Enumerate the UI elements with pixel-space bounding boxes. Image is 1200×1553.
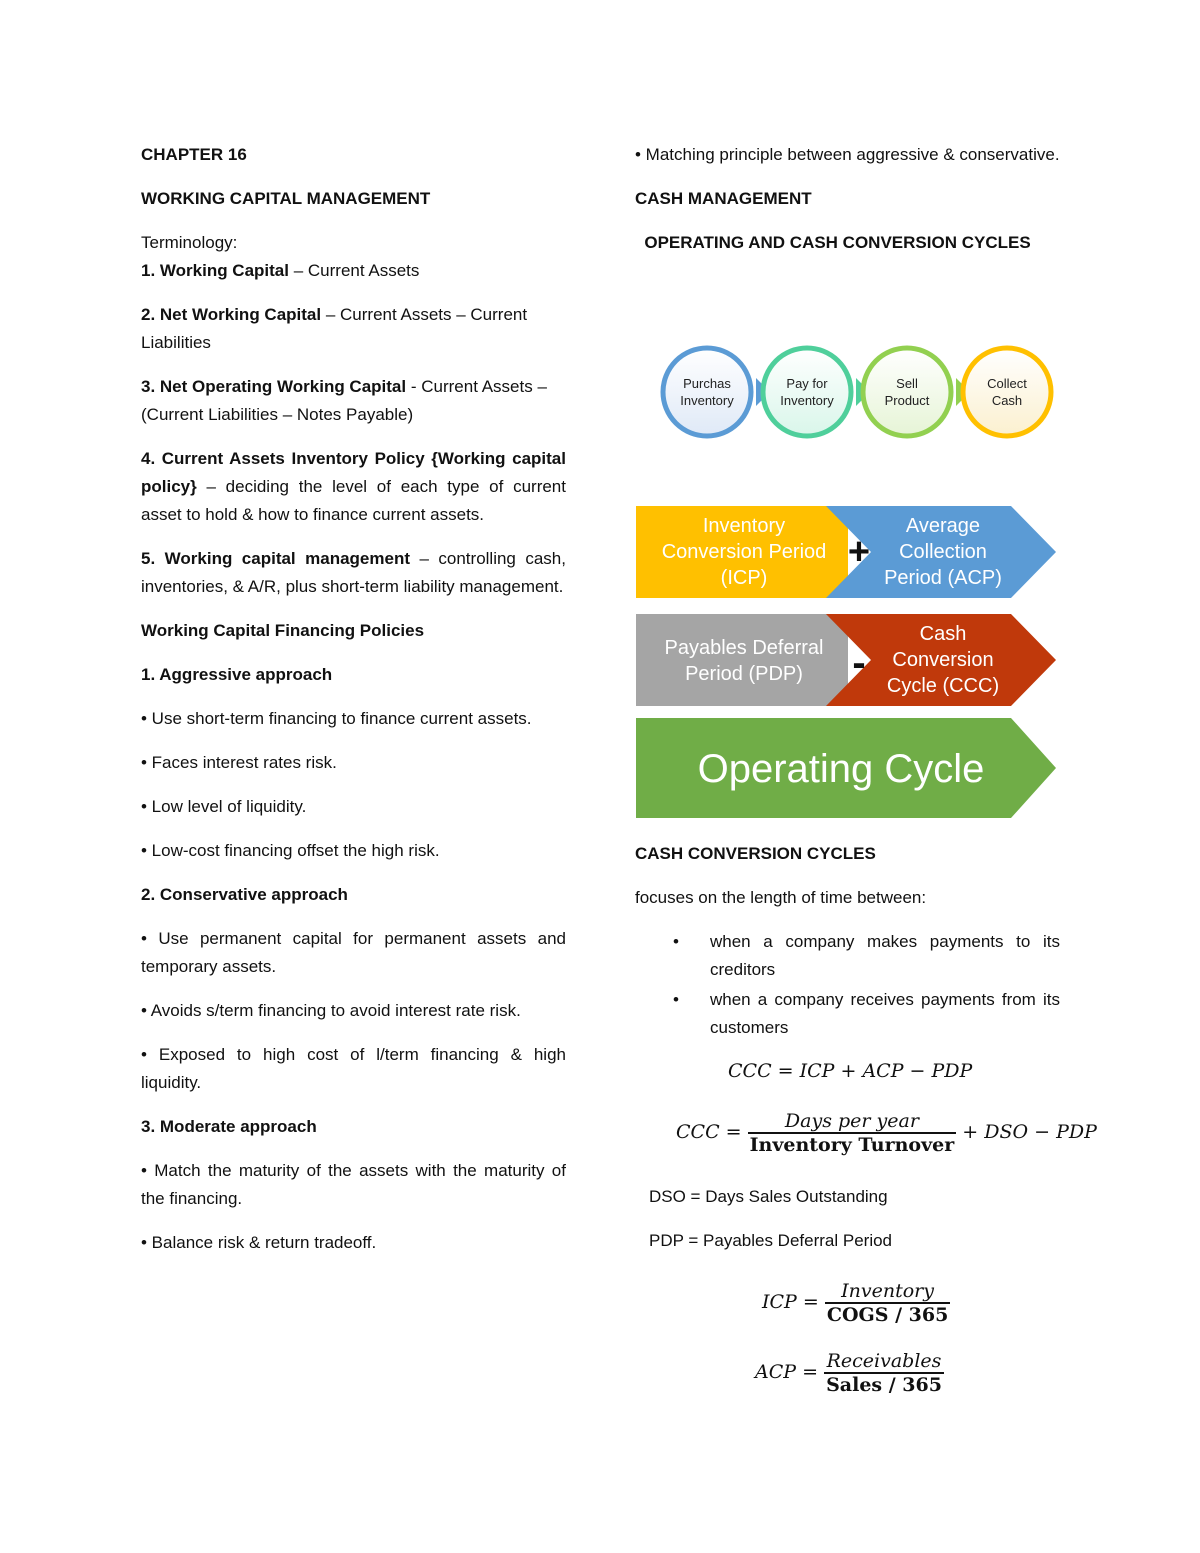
left-column (141, 141, 566, 1273)
conservative-heading: 2. Conservative approach (141, 885, 348, 904)
list-item: • Balance risk & return tradeoff. (141, 1233, 377, 1252)
right-column (635, 141, 1060, 273)
circle-label: Purchas (683, 376, 731, 391)
moderate-heading: 3. Moderate approach (141, 1117, 317, 1136)
circle-label: Pay for (786, 376, 828, 391)
svg-text:(ICP): (ICP) (720, 567, 768, 589)
cash-conversion-diagram (636, 506, 1058, 820)
svg-text:Conversion Period: Conversion Period (661, 541, 827, 563)
list-item: • Match the maturity of the assets with the maturity of the financing. (141, 1161, 566, 1208)
term-item: 2. Net Working Capital – Current Assets – Current Liabilities (141, 305, 528, 352)
pdp-definition: PDP = Payables Deferral Period (649, 1231, 893, 1250)
aggressive-heading: 1. Aggressive approach (141, 665, 333, 684)
svg-text:Period (ACP): Period (ACP) (884, 567, 1002, 589)
svg-text:Period (PDP): Period (PDP) (685, 663, 803, 685)
circle-sell-product (863, 348, 970, 436)
cash-management-heading: CASH MANAGEMENT (635, 189, 812, 208)
definitions (649, 1183, 1049, 1271)
svg-text:Cycle (CCC): Cycle (CCC) (886, 675, 1000, 697)
list-item: • Exposed to high cost of l/term financing & high liquidity. (141, 1045, 566, 1092)
term-item: 4. Current Assets Inventory Policy {Working capital policy} – deciding the level of each type of current asset to hold & how to finance current assets. (141, 449, 566, 524)
formula-icp: ICP = $\frac{\text{Inventory}}{\text{COGS / 365}}$ (762, 1280, 949, 1326)
chapter-title: WORKING CAPITAL MANAGEMENT (141, 189, 431, 208)
chapter-heading: CHAPTER 16 (141, 145, 247, 164)
formula-ccc-expanded: CCC = $\frac{\text{Days per year}}{\text{Inventory Turnover}}$ + DSO − PDP (676, 1110, 1097, 1156)
circle-label: Inventory (680, 393, 734, 408)
list-item: • Use short-term financing to finance current assets. (141, 709, 532, 728)
term-item: 1. Working Capital – Current Assets (141, 261, 420, 280)
pdp-box (636, 614, 848, 706)
circle-label: Cash (991, 393, 1023, 408)
focuses-text: focuses on the length of time between: (635, 888, 927, 907)
svg-text:Inventory: Inventory (702, 515, 786, 537)
term-item: 3. Net Operating Working Capital - Current Assets – (Current Liabilities – Notes Payable) (141, 377, 547, 424)
list-item: • Faces interest rates risk. (141, 753, 337, 772)
term-item: 5. Working capital management – controlling cash, inventories, & A/R, plus short-term liability management. (141, 549, 566, 596)
minus-sign: - (852, 641, 866, 685)
operating-cycle-circles (650, 340, 1060, 445)
dso-definition: DSO = Days Sales Outstanding (649, 1187, 888, 1206)
formula-acp: ACP = $\frac{\text{Receivables}}{\text{Sales / 365}}$ (755, 1350, 942, 1396)
circle-label: Collect (987, 376, 1027, 391)
list-item: • Use permanent capital for permanent assets and temporary assets. (141, 929, 566, 976)
plus-sign: + (847, 531, 871, 573)
list-item: • Avoids s/term financing to avoid interest rate risk. (141, 1001, 521, 1020)
list-item: • when a company makes payments to its creditors (673, 932, 1060, 979)
circle-pay-for-inventory (763, 348, 870, 436)
svg-text:Cash: Cash (919, 623, 967, 645)
formula-ccc: CCC = ICP + ACP − PDP (728, 1060, 973, 1082)
financing-heading: Working Capital Financing Policies (141, 621, 425, 640)
ccc-heading: CASH CONVERSION CYCLES (635, 844, 876, 863)
circle-label: Product (884, 393, 930, 408)
svg-text:Collection: Collection (899, 541, 987, 563)
circle-label: Sell (896, 376, 918, 391)
svg-text:Payables Deferral: Payables Deferral (664, 637, 824, 659)
svg-text:Average: Average (905, 515, 981, 537)
svg-text:Conversion: Conversion (892, 649, 994, 671)
matching-principle: • Matching principle between aggressive & conservative. (635, 145, 1060, 164)
list-item: • when a company receives payments from its customers (673, 990, 1060, 1037)
circle-collect-cash (963, 348, 1051, 436)
circle-label: Inventory (780, 393, 834, 408)
list-item: • Low-cost financing offset the high risk. (141, 841, 440, 860)
terminology-label: Terminology: (141, 233, 238, 252)
circle-purchase-inventory (663, 348, 770, 436)
list-item: • Low level of liquidity. (141, 797, 307, 816)
cycles-heading: OPERATING AND CASH CONVERSION CYCLES (644, 233, 1031, 252)
ccc-section (635, 840, 1060, 1042)
operating-cycle-label: Operating Cycle (697, 747, 985, 791)
